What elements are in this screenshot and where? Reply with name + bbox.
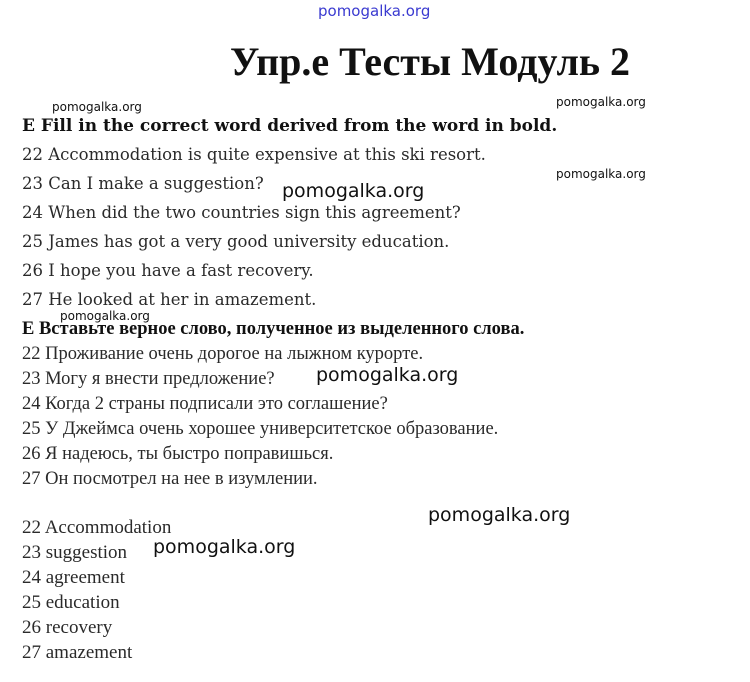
answer-item: 27 amazement <box>22 642 133 663</box>
english-item: 24 When did the two countries sign this agreement? <box>22 203 461 222</box>
watermark: pomogalka.org <box>428 504 571 526</box>
russian-item: 26 Я надеюсь, ты быстро поправишься. <box>22 444 334 464</box>
english-item: 27 He looked at her in amazement. <box>22 290 317 309</box>
russian-item: 24 Когда 2 страны подписали это соглашение? <box>22 394 388 414</box>
watermark-top: pomogalka.org <box>318 2 431 20</box>
page-title: Упр.е Тесты Модуль 2 <box>230 39 631 84</box>
english-item: 22 Accommodation is quite expensive at this ski resort. <box>22 145 486 164</box>
russian-item: 22 Проживание очень дорогое на лыжном курорте. <box>22 344 424 364</box>
watermark: pomogalka.org <box>60 309 150 323</box>
answer-item: 26 recovery <box>22 617 113 638</box>
answer-item: 23 suggestion <box>22 542 128 563</box>
russian-item: 25 У Джеймса очень хорошее университетское образование. <box>22 419 499 439</box>
answer-item: 24 agreement <box>22 567 125 588</box>
answer-item: 22 Accommodation <box>22 517 172 538</box>
english-item: 23 Can I make a suggestion? <box>22 174 264 193</box>
answer-item: 25 education <box>22 592 120 613</box>
watermark: pomogalka.org <box>153 536 296 558</box>
watermark: pomogalka.org <box>282 180 425 202</box>
watermark: pomogalka.org <box>556 167 646 181</box>
russian-item: 23 Могу я внести предложение? <box>22 369 275 389</box>
english-heading: E Fill in the correct word derived from the word in bold. <box>22 116 558 136</box>
english-item: 26 I hope you have a fast recovery. <box>22 261 314 280</box>
watermark: pomogalka.org <box>556 95 646 109</box>
english-item: 25 James has got a very good university education. <box>22 232 450 251</box>
russian-heading: E Вставьте верное слово, полученное из выделенного слова. <box>22 319 525 339</box>
watermark: pomogalka.org <box>316 364 459 386</box>
russian-item: 27 Он посмотрел на нее в изумлении. <box>22 469 318 489</box>
watermark: pomogalka.org <box>52 100 142 114</box>
